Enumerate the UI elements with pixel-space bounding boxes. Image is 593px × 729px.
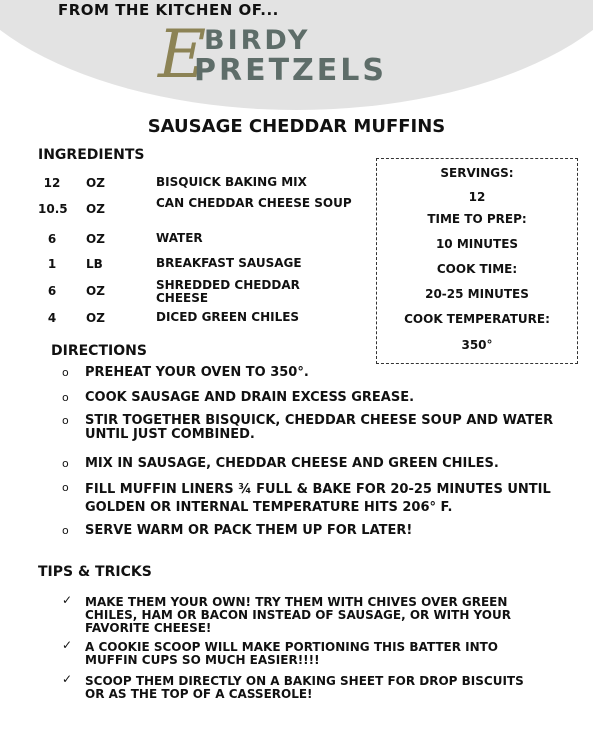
direction-text: MIX IN SAUSAGE, CHEDDAR CHEESE AND GREEN CHILES. [85,456,499,471]
direction-text: COOK SAUSAGE AND DRAIN EXCESS GREASE. [85,390,415,405]
bullet-icon: o [62,366,69,379]
logo-word-pretzels: PRETZELS [194,53,388,88]
ingredient-qty: 4 [47,311,57,325]
ingredient-unit: OZ [86,311,105,325]
logo-e-monogram: E [158,16,207,93]
from-kitchen-text: FROM THE KITCHEN OF... [58,1,279,19]
ingredient-name: DICED GREEN CHILES [156,310,300,324]
ingredient-qty: 6 [47,232,57,246]
ingredient-qty: 6 [47,284,57,298]
servings-label: SERVINGS: [440,166,514,180]
ingredient-name: BREAKFAST SAUSAGE [156,256,302,270]
direction-text: PREHEAT YOUR OVEN TO 350°. [85,365,309,380]
ingredient-unit: OZ [86,284,105,298]
ingredient-unit: OZ [86,202,105,216]
birdy-pretzels-logo [158,16,438,93]
checkmark-icon: ✓ [62,672,73,686]
checkmark-icon: ✓ [62,638,73,652]
cook-temp-label: COOK TEMPERATURE: [404,312,550,326]
ingredient-unit: OZ [86,232,105,246]
ingredient-name: BISQUICK BAKING MIX [156,175,307,189]
servings-value: 12 [468,190,486,204]
ingredient-name: WATER [156,231,203,245]
ingredient-unit: OZ [86,176,105,190]
bullet-icon: o [62,457,69,470]
prep-time-value: 10 MINUTES [435,237,519,251]
bullet-icon: o [62,524,69,537]
directions-heading: DIRECTIONS [51,343,147,359]
bullet-icon: o [62,414,69,427]
ingredient-qty: 10.5 [38,202,68,216]
checkmark-icon: ✓ [62,593,73,607]
bullet-icon: o [62,481,69,494]
ingredients-heading: INGREDIENTS [38,147,145,163]
ingredient-name: SHREDDED CHEDDAR CHEESE [156,278,300,305]
bullet-icon: o [62,391,69,404]
direction-text: STIR TOGETHER BISQUICK, CHEDDAR CHEESE SOUP AND WATER UNTIL JUST COMBINED. [85,413,554,442]
ingredient-qty: 1 [47,257,57,271]
cook-time-value: 20-25 MINUTES [425,287,529,301]
ingredient-qty: 12 [43,176,61,190]
direction-text: SERVE WARM OR PACK THEM UP FOR LATER! [85,523,413,538]
cook-temp-value: 350° [461,338,493,352]
recipe-title: SAUSAGE CHEDDAR MUFFINS [147,116,446,137]
tip-text: SCOOP THEM DIRECTLY ON A BAKING SHEET FOR DROP BISCUITS OR AS THE TOP OF A CASSEROLE! [85,674,524,701]
cook-time-label: COOK TIME: [436,262,518,276]
recipe-info-box [376,158,578,364]
logo-word-birdy: BIRDY [204,25,311,56]
direction-text: FILL MUFFIN LINERS ¾ FULL & BAKE FOR 20-25 MINUTES UNTIL GOLDEN OR INTERNAL TEMPERATURE HITS 206° F. [85,482,551,515]
ingredient-unit: LB [86,257,103,271]
ingredient-name: CAN CHEDDAR CHEESE SOUP [156,196,352,210]
tips-heading: TIPS & TRICKS [38,564,152,580]
prep-time-label: TIME TO PREP: [427,212,527,226]
tip-text: MAKE THEM YOUR OWN! TRY THEM WITH CHIVES OVER GREEN CHILES, HAM OR BACON INSTEAD OF SAUSAGE, OR WITH YOUR FAVORITE CHEESE! [85,595,511,635]
tip-text: A COOKIE SCOOP WILL MAKE PORTIONING THIS BATTER INTO MUFFIN CUPS SO MUCH EASIER!!!! [85,640,499,667]
